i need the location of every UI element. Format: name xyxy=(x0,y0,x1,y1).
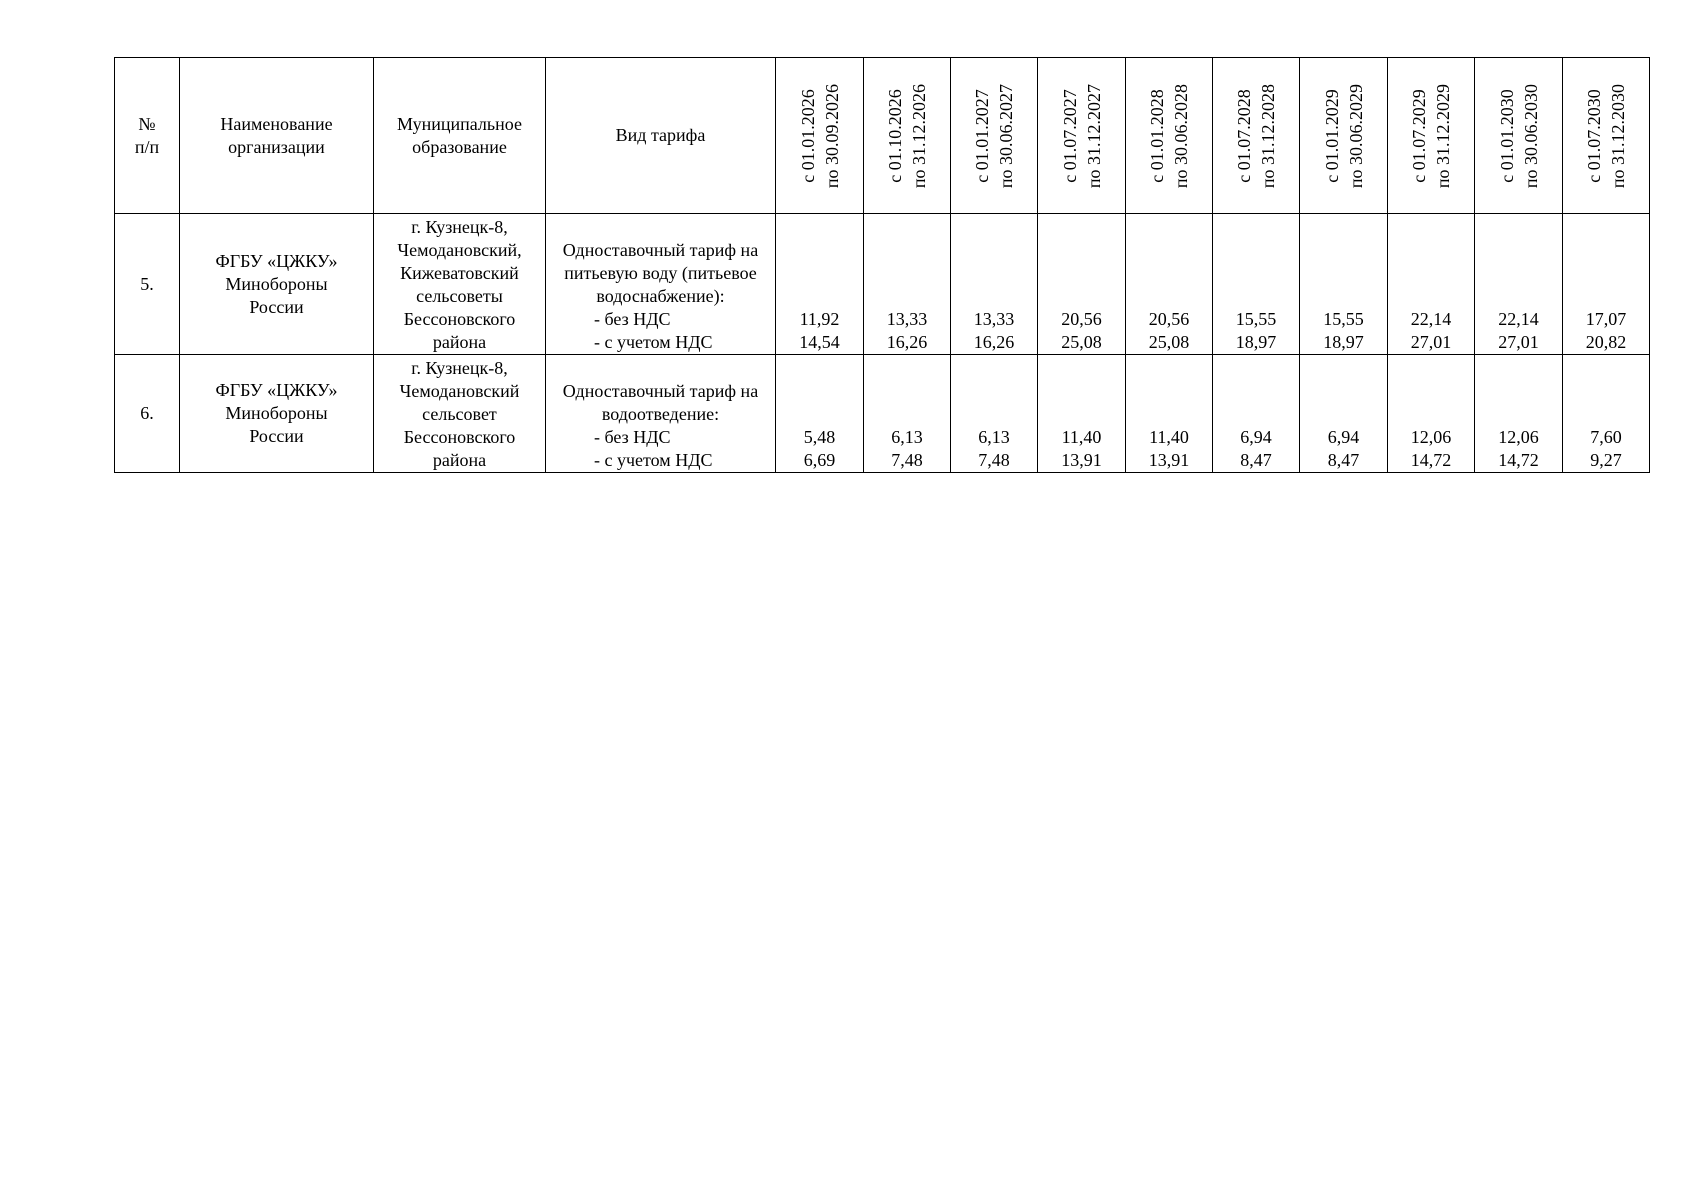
organization-name: ФГБУ «ЦЖКУ» Минобороны России xyxy=(180,355,374,473)
header-period: с 01.01.2029 по 30.06.2029 xyxy=(1300,58,1388,214)
organization-name: ФГБУ «ЦЖКУ» Минобороны России xyxy=(180,214,374,355)
tariff-value: 20,56 25,08 xyxy=(1038,214,1126,355)
header-period: с 01.07.2029 по 31.12.2029 xyxy=(1388,58,1475,214)
tariff-value: 15,55 18,97 xyxy=(1213,214,1300,355)
tariff-value: 6,94 8,47 xyxy=(1300,355,1388,473)
tariff-value: 12,06 14,72 xyxy=(1388,355,1475,473)
tariff-value: 15,55 18,97 xyxy=(1300,214,1388,355)
table-row xyxy=(115,214,1650,355)
tariff-value: 6,94 8,47 xyxy=(1213,355,1300,473)
tariff-type: Одноставочный тариф на питьевую воду (питьевое водоснабжение): - без НДС - с учетом НДС xyxy=(546,214,776,355)
header-period: с 01.01.2026 по 30.09.2026 xyxy=(776,58,864,214)
header-municipality: Муниципальное образование xyxy=(374,58,546,214)
header-period: с 01.01.2030 по 30.06.2030 xyxy=(1475,58,1563,214)
row-number: 5. xyxy=(115,214,180,355)
tariff-value: 22,14 27,01 xyxy=(1388,214,1475,355)
tariff-value: 12,06 14,72 xyxy=(1475,355,1563,473)
table-row xyxy=(115,355,1650,473)
header-organization: Наименование организации xyxy=(180,58,374,214)
header-period: с 01.10.2026 по 31.12.2026 xyxy=(864,58,951,214)
tariff-value: 13,33 16,26 xyxy=(864,214,951,355)
header-period: с 01.07.2027 по 31.12.2027 xyxy=(1038,58,1126,214)
header-row xyxy=(115,58,1650,214)
header-tariff-type: Вид тарифа xyxy=(546,58,776,214)
tariff-value: 20,56 25,08 xyxy=(1126,214,1213,355)
tariff-value: 11,40 13,91 xyxy=(1038,355,1126,473)
header-period: с 01.07.2030 по 31.12.2030 xyxy=(1563,58,1650,214)
tariff-value: 11,92 14,54 xyxy=(776,214,864,355)
tariff-value: 11,40 13,91 xyxy=(1126,355,1213,473)
tariff-type: Одноставочный тариф на водоотведение: - без НДС - с учетом НДС xyxy=(546,355,776,473)
municipality: г. Кузнецк-8, Чемодановский, Кижеватовский сельсоветы Бессоновского района xyxy=(374,214,546,355)
header-period: с 01.07.2028 по 31.12.2028 xyxy=(1213,58,1300,214)
header-period: с 01.01.2027 по 30.06.2027 xyxy=(951,58,1038,214)
header-period: с 01.01.2028 по 30.06.2028 xyxy=(1126,58,1213,214)
row-number: 6. xyxy=(115,355,180,473)
header-number: № п/п xyxy=(115,58,180,214)
tariff-table xyxy=(114,57,1650,473)
tariff-value: 13,33 16,26 xyxy=(951,214,1038,355)
tariff-value: 5,48 6,69 xyxy=(776,355,864,473)
tariff-value: 7,60 9,27 xyxy=(1563,355,1650,473)
tariff-value: 22,14 27,01 xyxy=(1475,214,1563,355)
tariff-value: 17,07 20,82 xyxy=(1563,214,1650,355)
tariff-value: 6,13 7,48 xyxy=(864,355,951,473)
municipality: г. Кузнецк-8, Чемодановский сельсовет Бессоновского района xyxy=(374,355,546,473)
tariff-value: 6,13 7,48 xyxy=(951,355,1038,473)
